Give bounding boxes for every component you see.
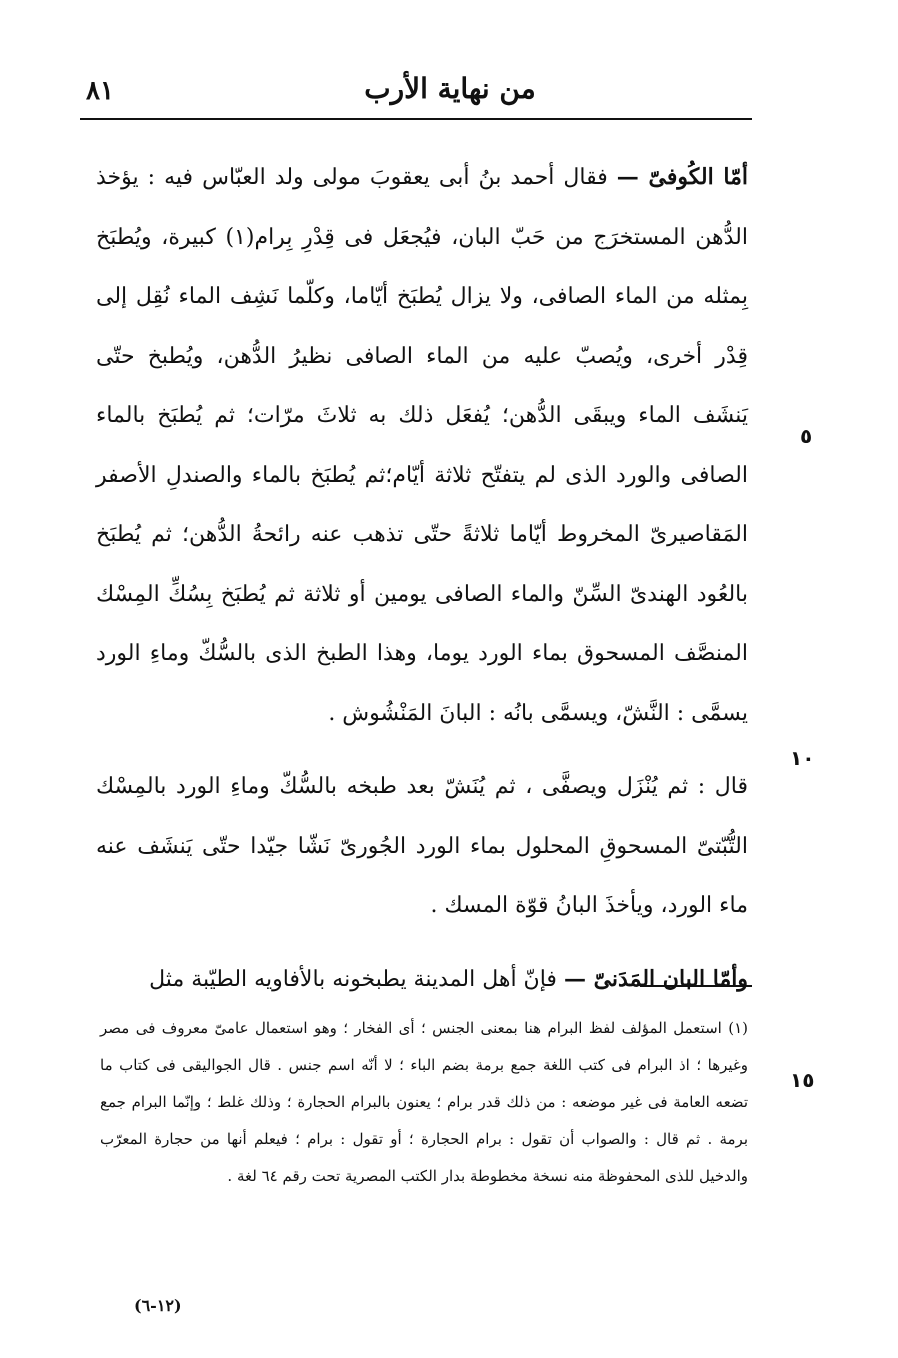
paragraph-kufi-text: فقال أحمد بنُ أبى يعقوبَ مولى ولد العبّاس فيه : يؤخذ الدُّهن المستخرَج من حَبّ البان، فيُجعَل فى قِدْرِ بِرام(١) كبيرة، ويُطبَخ بِمثله من الماء الصافى، ولا يزال يُطبَخ أيّاما، وكلّما نَشِف الماء نُقِل إلى قِدْر أخرى، ويُصبّ عليه من الماء الصافى نظيرُ الدُّهن، ويُطبخ حتّى يَنشَف الماء ويبقَى الدُّهن؛ يُفعَل ذلك به ثلاثَ مرّات؛ ثم يُطبَخ بالماء الصافى والورد الذى لم يتفتّح ثلاثة أيّام؛ثم يُطبَخ بالماء والصندلِ الأصفر المَقاصيرىّ المخروط أيّاما ثلاثةً حتّى تذهب عنه رائحةُ الدُّهن؛ ثم يُطبَخ بالعُود الهندىّ السِّنّ والماء الصافى يومين أو ثلاثة ثم يُطبَخ بِسُكِّ المِسْك المنصَّف المسحوق بماء الورد يوما، وهذا الطبخ الذى بالسُّكّ وماءِ الورد يسمَّى : النَّشّ، ويسمَّى بانُه : البانَ المَنْشُوش .	[96, 165, 748, 726]
paragraph-madani-text: فإنّ أهل المدينة يطبخونه بالأفاويه الطيّبة مثل	[149, 966, 557, 992]
line-number-5: ٥	[800, 424, 813, 448]
printer-signature: (١٢-٦)	[134, 1296, 182, 1315]
header-rule	[80, 118, 752, 120]
page-number: ٨١	[86, 76, 114, 106]
section-lead-kufi: أمّا الكُوفىّ —	[616, 164, 748, 190]
footnote-marker: (١)	[728, 1019, 748, 1037]
paragraph-qala	[96, 757, 748, 936]
line-number-10: ١٠	[790, 746, 815, 770]
section-lead-madani: وأمّا البان المَدَنىّ —	[563, 965, 748, 992]
footnote-1	[100, 1010, 748, 1195]
footnote-rule	[640, 985, 752, 987]
footnote-1-text: استعمل المؤلف لفظ البرام هنا بمعنى الجنس ؛ أى الفخار ؛ وهو استعمال عامىّ معروف فى مصر وغيرها ؛ اذ البرام فى كتب اللغة جمع برمة بضم الباء ؛ لا أنّه اسم جنس . قال الجواليقى فى كتاب ما تضعه العامة فى غير موضعه : من ذلك قدر برام ؛ يعنون بالبرام الحجارة ؛ وذلك غلط ؛ وإنّما البرام جمع برمة . ثم قال : والصواب أن تقول : برام الحجارة ؛ أو تقول : برام ؛ فيعلم أنها من حجارة المعرّب والدخيل للذى المحفوظة منه نسخة مخطوطة بدار الكتب المصرية تحت رقم ٦٤ لغة .	[100, 1019, 748, 1185]
footnotes	[100, 1010, 748, 1195]
paragraph-kufi	[96, 148, 748, 743]
line-number-15: ١٥	[790, 1068, 815, 1092]
main-text	[96, 148, 748, 1009]
running-header-title: من نهاية الأرب	[364, 72, 536, 105]
paragraph-madani	[96, 950, 748, 1010]
paragraph-qala-text: قال : ثم يُنْزَل ويصفَّى ، ثم يُنَشّ بعد طبخه بالسُّكّ وماءِ الورد بالمِسْك التُّبّتىّ المسحوقِ المحلول بماء الورد الجُورىّ نَشّا جيّدا حتّى يَنشَف عنه ماء الورد، ويأخذَ البانُ قوّة المسك .	[96, 774, 748, 918]
